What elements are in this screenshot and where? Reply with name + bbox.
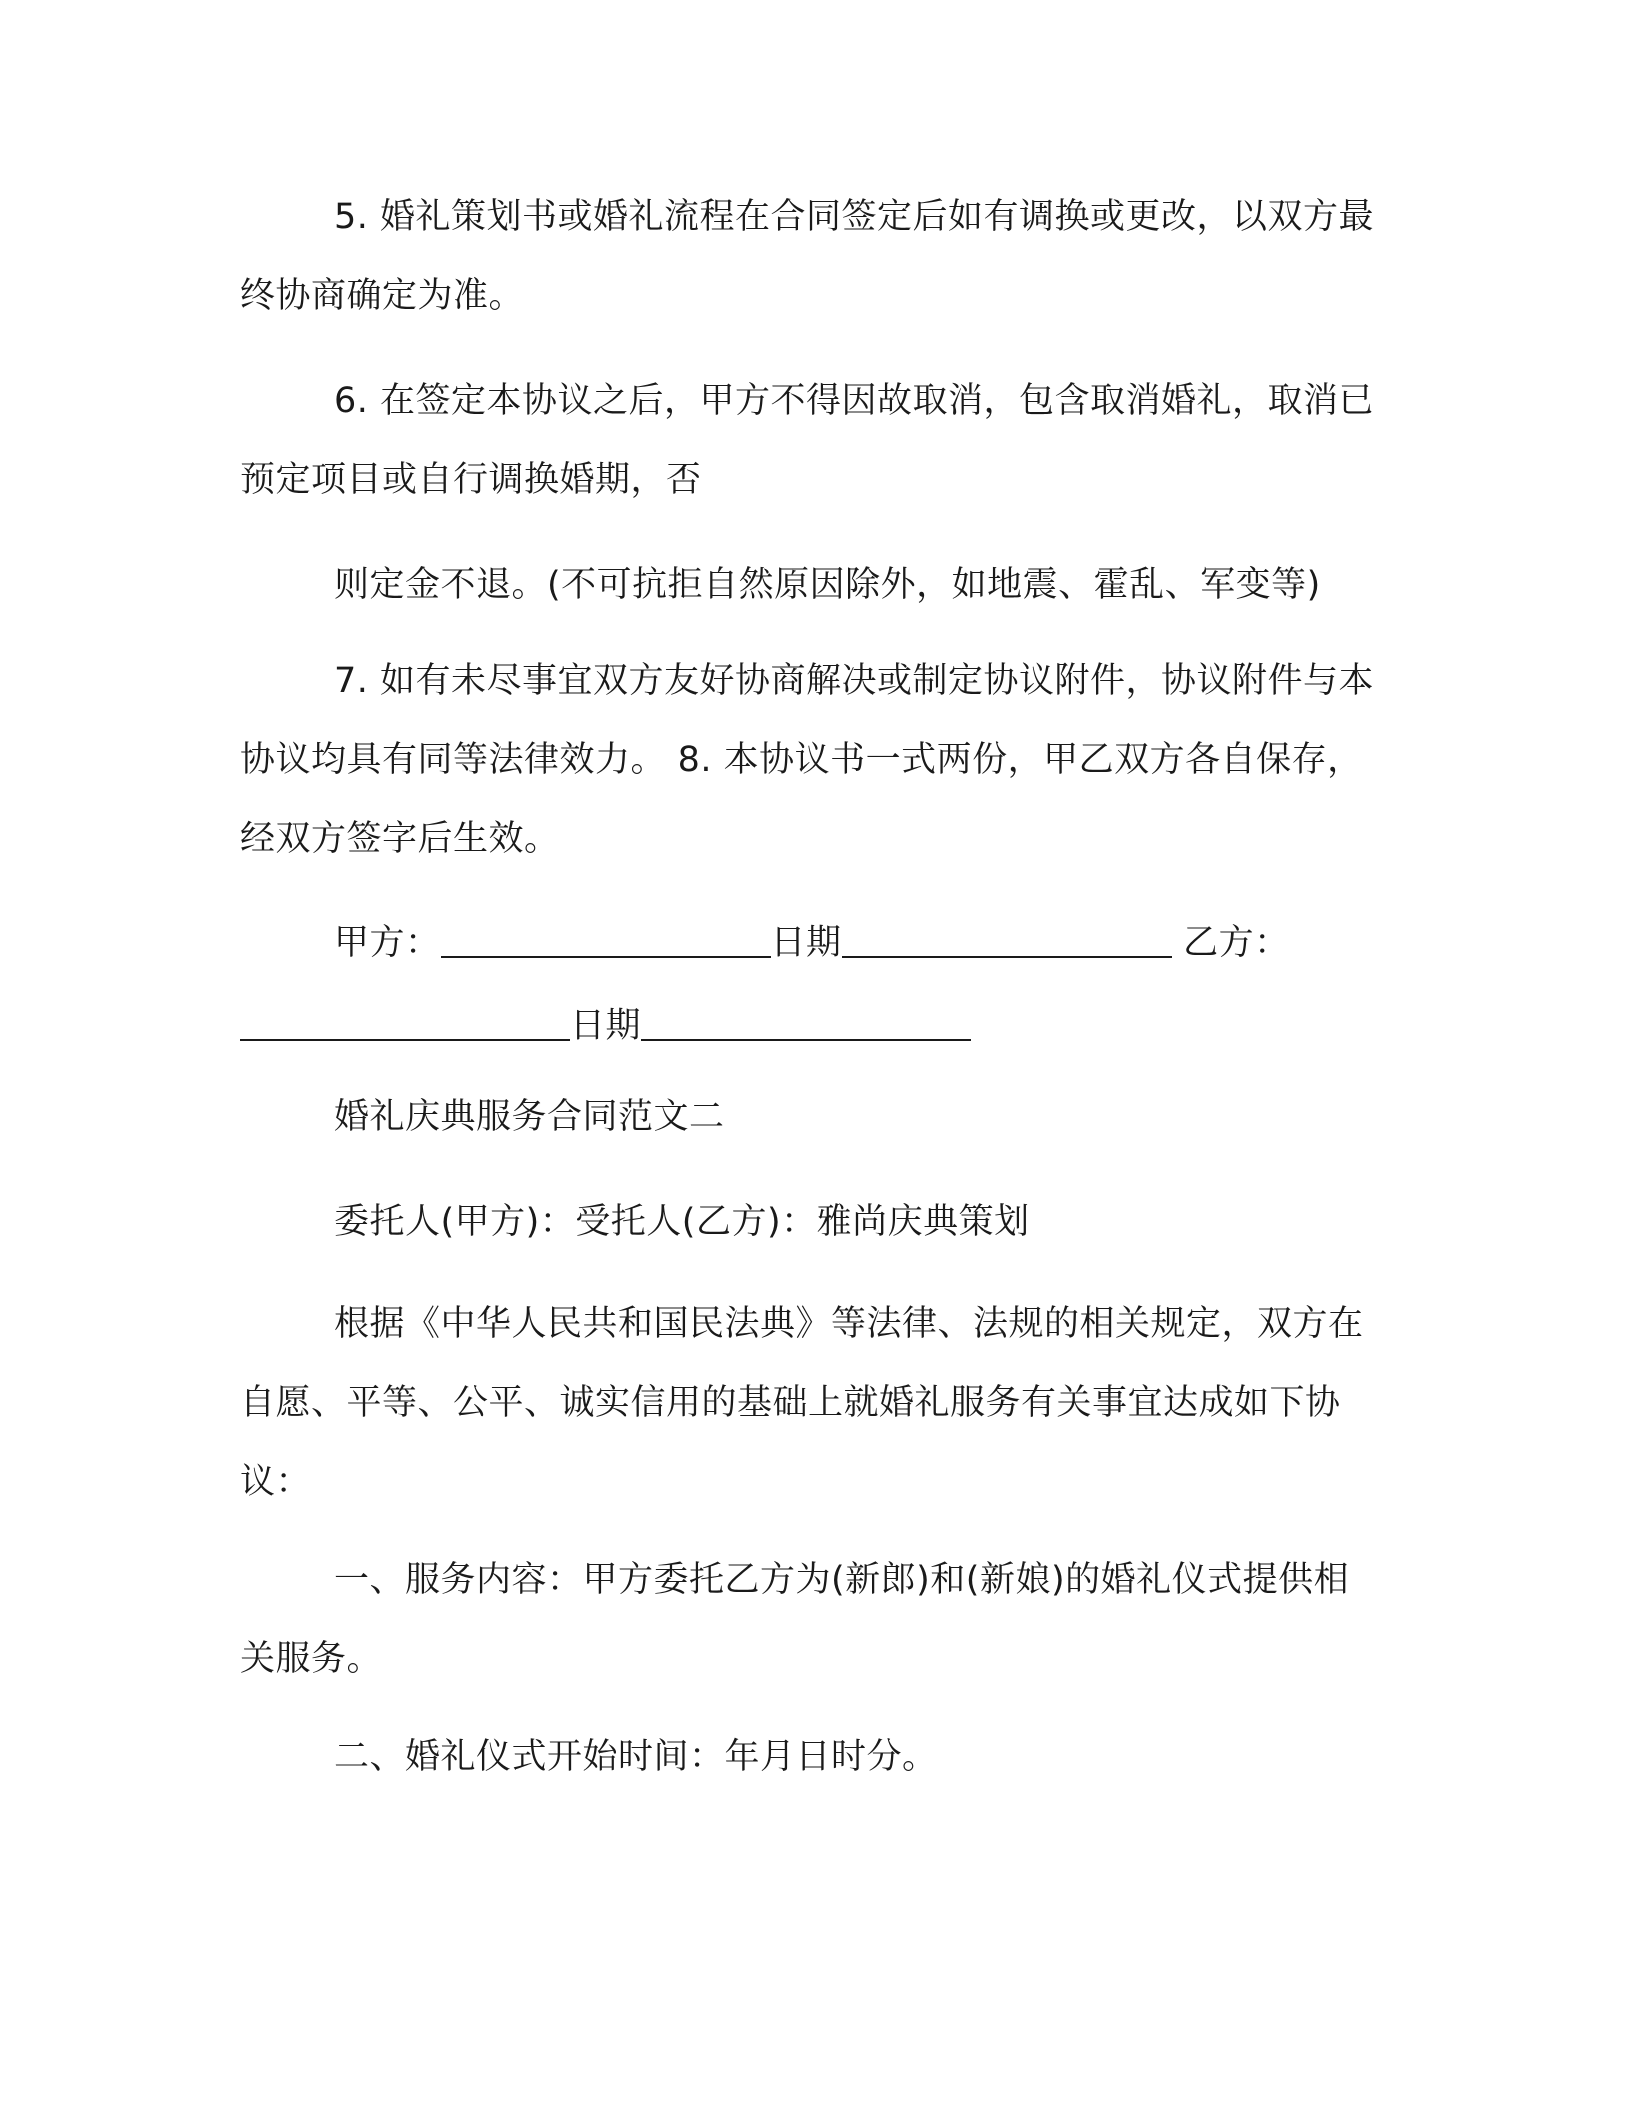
party-b-label: 乙方： <box>1183 923 1290 963</box>
date-a-blank <box>842 921 1172 958</box>
date-label-a: 日期 <box>770 923 842 963</box>
intro-paragraph: 根据《中华人民共和国民法典》等法律、法规的相关规定，双方在自愿、平等、公平、诚实信用的基础上就婚礼服务有关事宜达成如下协议： <box>240 1304 1364 1502</box>
section-title: 婚礼庆典服务合同范文二 <box>334 1097 725 1137</box>
party-b-blank <box>240 1004 570 1041</box>
parties-line: 委托人(甲方)：受托人(乙方)：雅尚庆典策划 <box>334 1202 1030 1242</box>
signature-line-1 <box>240 904 1380 983</box>
party-a-blank <box>441 921 771 958</box>
signature-line-2 <box>240 987 1380 1066</box>
clause-6: 6. 在签定本协议之后，甲方不得因故取消，包含取消婚礼，取消已预定项目或自行调换婚期，否 <box>240 381 1375 500</box>
clause-6-continued: 则定金不退。(不可抗拒自然原因除外，如地震、霍乱、军变等) <box>334 565 1321 605</box>
item-1-service-content: 一、服务内容：甲方委托乙方为(新郎)和(新娘)的婚礼仪式提供相关服务。 <box>240 1560 1350 1679</box>
date-label-b: 日期 <box>570 1006 642 1046</box>
clause-5: 5. 婚礼策划书或婚礼流程在合同签定后如有调换或更改，以双方最终协商确定为准。 <box>240 197 1375 316</box>
clause-7-8: 7. 如有未尽事宜双方友好协商解决或制定协议附件，协议附件与本协议均具有同等法律效力。 8. 本协议书一式两份，甲乙双方各自保存，经双方签字后生效。 <box>240 661 1375 859</box>
date-b-blank <box>641 1004 971 1041</box>
item-2-start-time: 二、婚礼仪式开始时间：年月日时分。 <box>334 1737 938 1777</box>
party-a-label: 甲方： <box>334 923 441 963</box>
